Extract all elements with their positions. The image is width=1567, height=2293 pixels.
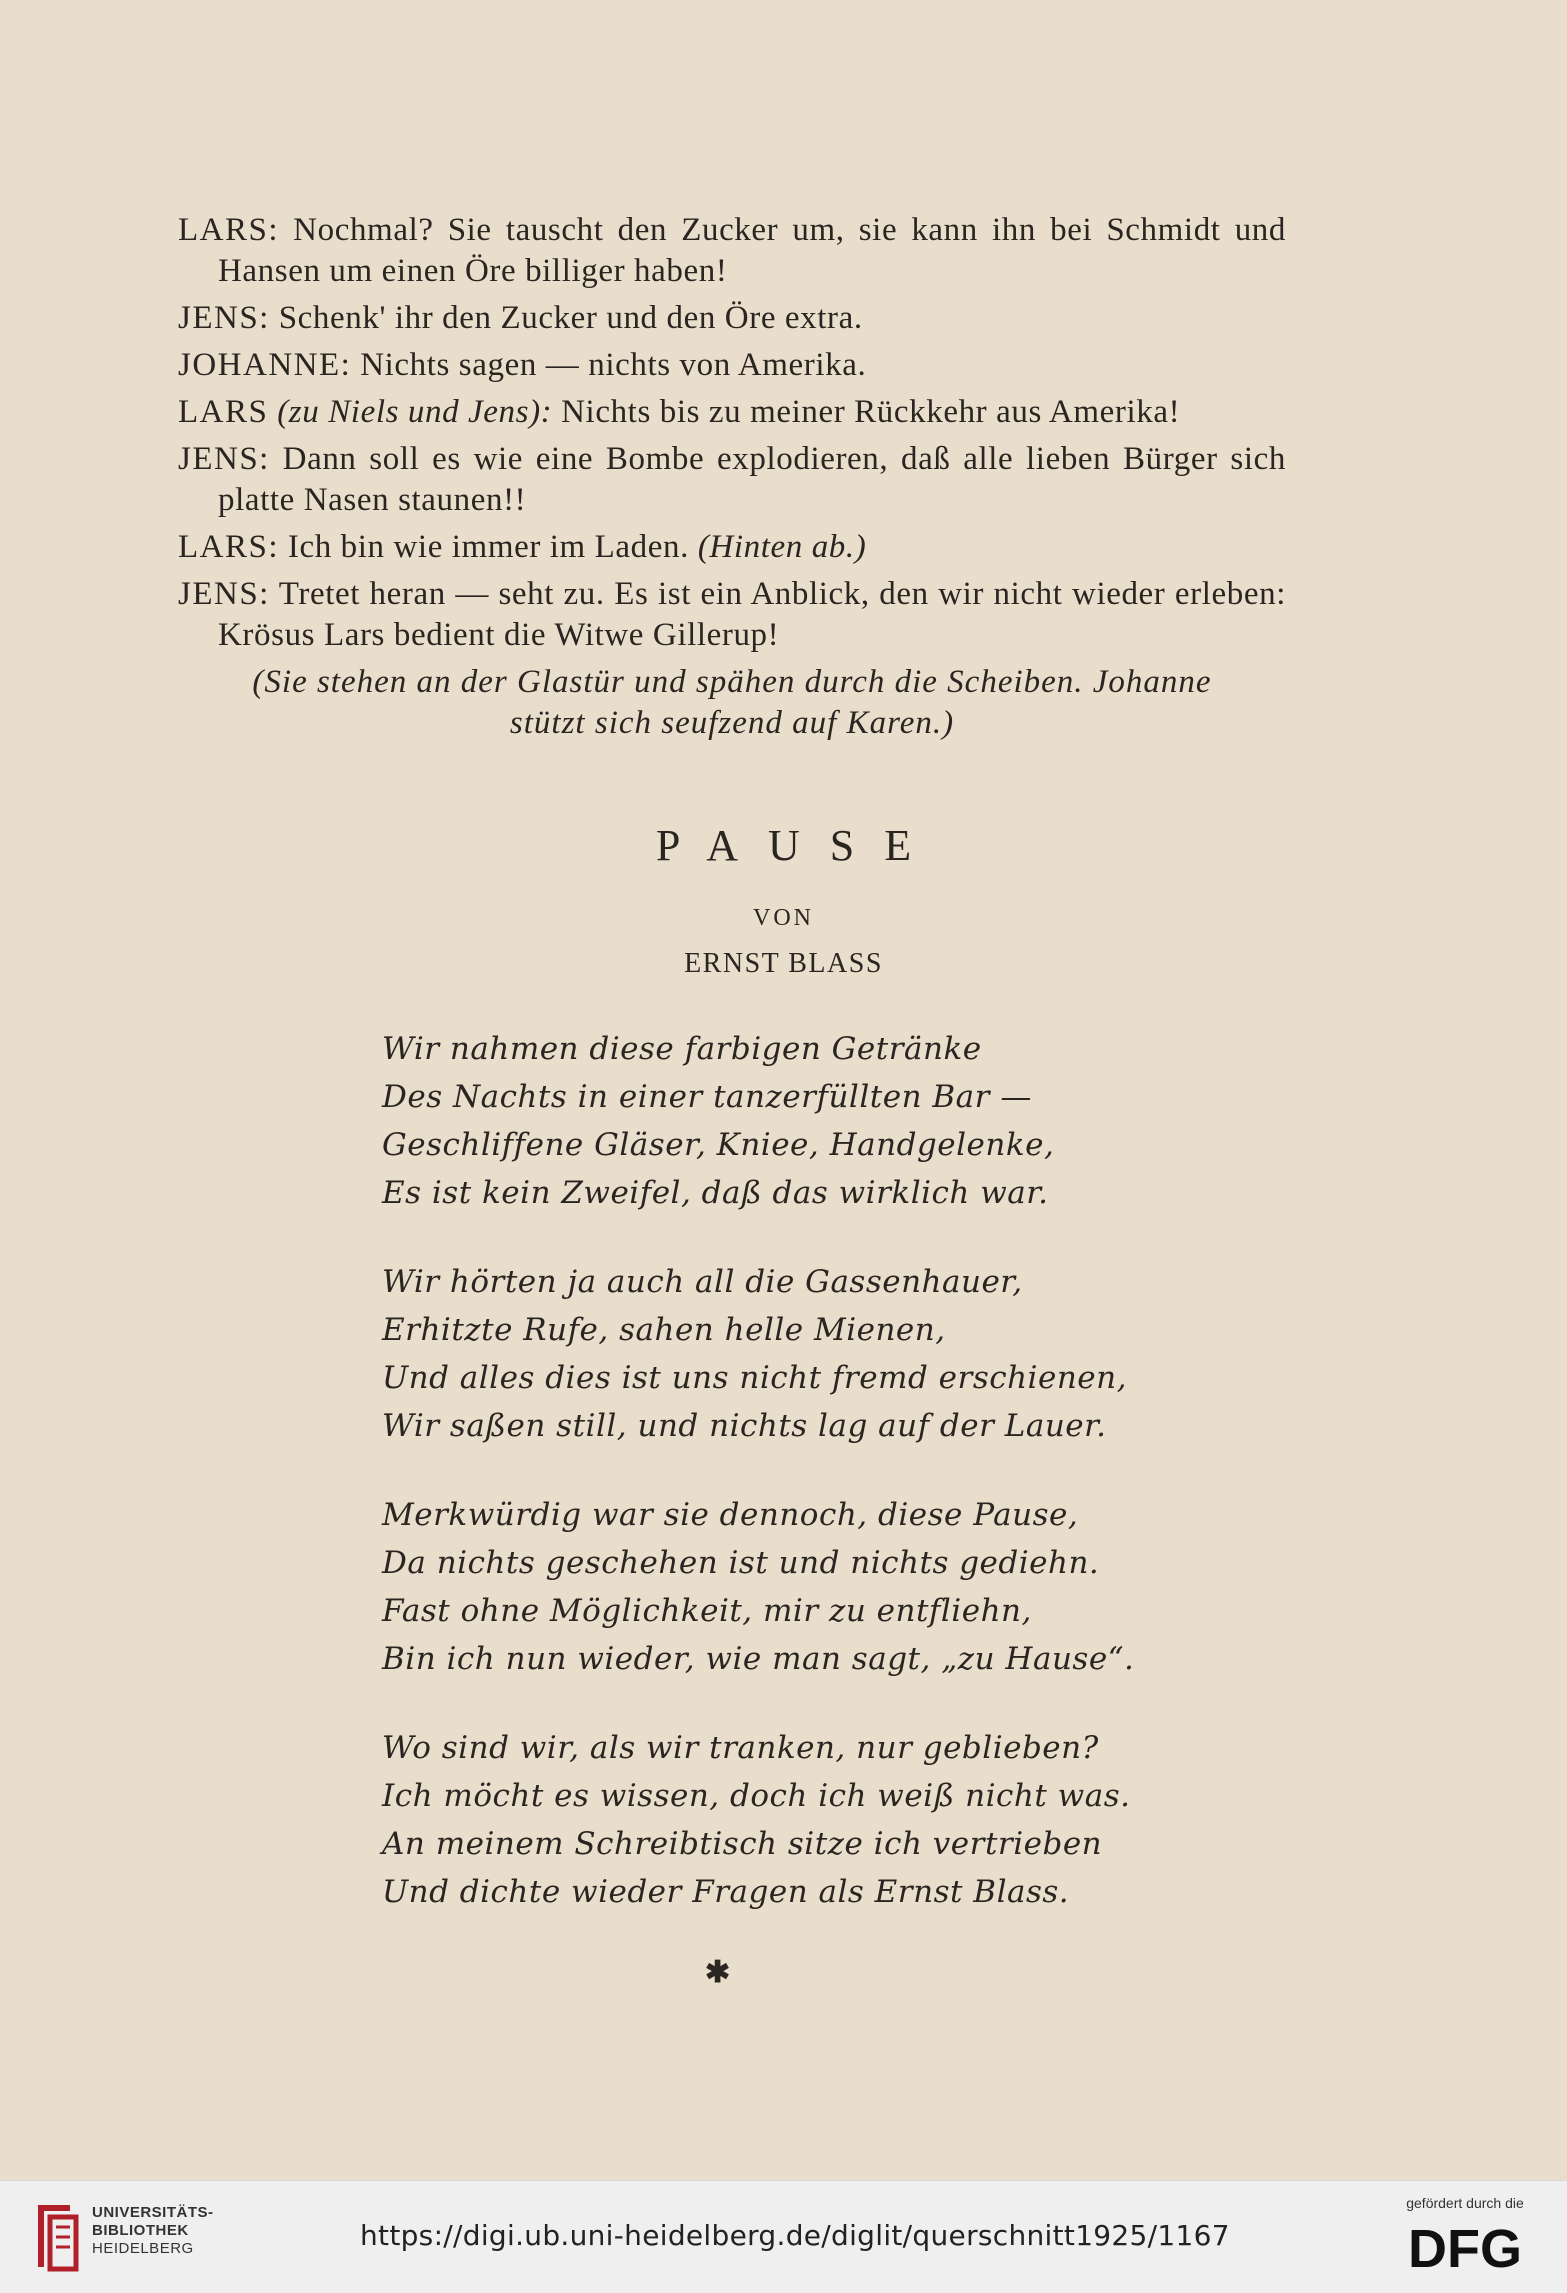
poem-author: ERNST BLASS <box>684 948 883 979</box>
verse-line: Und dichte wieder Fragen als Ernst Blass. <box>382 1874 1070 1910</box>
speaker: LARS <box>178 394 269 430</box>
verse-line: Erhitzte Rufe, sahen helle Mienen, <box>382 1312 946 1348</box>
stanza <box>382 1258 1182 1450</box>
line-text: Ich bin wie immer im Laden. <box>287 529 689 565</box>
play-dialogue <box>178 210 1286 744</box>
dfg-logo-icon <box>1385 2217 1545 2277</box>
verse-line: Wo sind wir, als wir tranken, nur geblieben? <box>382 1730 1099 1766</box>
stanza <box>382 1025 1182 1217</box>
verse-line: Wir saßen still, und nichts lag auf der Lauer. <box>382 1408 1107 1444</box>
library-line: UNIVERSITÄTS- <box>92 2204 214 2221</box>
verse-line: Merkwürdig war sie dennoch, diese Pause, <box>382 1497 1079 1533</box>
line-text: Dann soll es wie eine Bombe explodieren, daß alle lieben Bürger sich platte Nasen staunen!! <box>218 441 1286 518</box>
line-text: Tretet heran — seht zu. Es ist ein Anblick, den wir nicht wieder erleben: Krösus Lars bedient die Witwe Gillerup! <box>218 576 1286 653</box>
ub-heidelberg-logo-icon <box>30 2201 82 2273</box>
closing-stage-direction <box>178 662 1286 744</box>
stage-direction-line: (Sie stehen an der Glastür und spähen durch die Scheiben. Johanne <box>252 664 1212 700</box>
line-text: Nichts bis zu meiner Rückkehr aus Amerika! <box>561 394 1181 430</box>
verse-line: An meinem Schreibtisch sitze ich vertrieben <box>382 1826 1103 1862</box>
stage-direction: (Hinten ab.) <box>697 529 867 565</box>
line-text: Nichts sagen — nichts von Amerika. <box>360 347 867 383</box>
byline-von: VON <box>753 905 814 931</box>
dialogue-line <box>178 345 1286 386</box>
verse-line: Wir hörten ja auch all die Gassenhauer, <box>382 1264 1023 1300</box>
stanza <box>382 1724 1182 1916</box>
dialogue-line <box>178 439 1286 521</box>
verse-line: Wir nahmen diese farbigen Getränke <box>382 1031 982 1067</box>
verse-line: Fast ohne Möglichkeit, mir zu entfliehn, <box>382 1593 1032 1629</box>
line-text: Schenk' ihr den Zucker und den Öre extra. <box>278 300 863 336</box>
stage-direction: (zu Niels und Jens): <box>277 394 553 430</box>
verse-line: Ich möcht es wissen, doch ich weiß nicht was. <box>382 1778 1131 1814</box>
dfg-logo-text: DFG <box>1408 2219 1522 2277</box>
verse-line: Da nichts geschehen ist und nichts gediehn. <box>382 1545 1100 1581</box>
library-line: HEIDELBERG <box>92 2240 194 2257</box>
poem <box>382 1025 1182 1957</box>
verse-line: Geschliffene Gläser, Kniee, Handgelenke, <box>382 1127 1055 1163</box>
verse-line: Und alles dies ist uns nicht fremd erschienen, <box>382 1360 1127 1396</box>
speaker: JENS: <box>178 576 270 612</box>
library-line: BIBLIOTHEK <box>92 2222 189 2239</box>
speaker: LARS: <box>178 529 280 565</box>
stanza <box>382 1491 1182 1683</box>
poem-title: PAUSE <box>655 821 942 870</box>
speaker: JENS: <box>178 300 270 336</box>
dialogue-line <box>178 210 1286 292</box>
verse-line: Des Nachts in einer tanzerfüllten Bar — <box>382 1079 1032 1115</box>
funded-by-label: gefördert durch die <box>1406 2195 1524 2211</box>
library-name <box>92 2204 214 2258</box>
speaker: JENS: <box>178 441 270 477</box>
line-text: Nochmal? Sie tauscht den Zucker um, sie kann ihn bei Schmidt und Hansen um einen Öre billiger haben! <box>218 212 1286 289</box>
dialogue-line <box>178 392 1286 433</box>
speaker: LARS: <box>178 212 280 248</box>
viewer-footer <box>0 2180 1567 2293</box>
permalink-url[interactable]: https://digi.ub.uni-heidelberg.de/diglit/querschnitt1925/1167 <box>360 2219 1230 2252</box>
asterisk-ornament: ✱ <box>705 1956 731 1989</box>
verse-line: Bin ich nun wieder, wie man sagt, „zu Hause“. <box>382 1641 1135 1677</box>
verse-line: Es ist kein Zweifel, daß das wirklich war. <box>382 1175 1049 1211</box>
dialogue-line <box>178 527 1286 568</box>
dialogue-line <box>178 574 1286 656</box>
speaker: JOHANNE: <box>178 347 352 383</box>
dialogue-line <box>178 298 1286 339</box>
stage-direction-line: stützt sich seufzend auf Karen.) <box>509 705 955 741</box>
